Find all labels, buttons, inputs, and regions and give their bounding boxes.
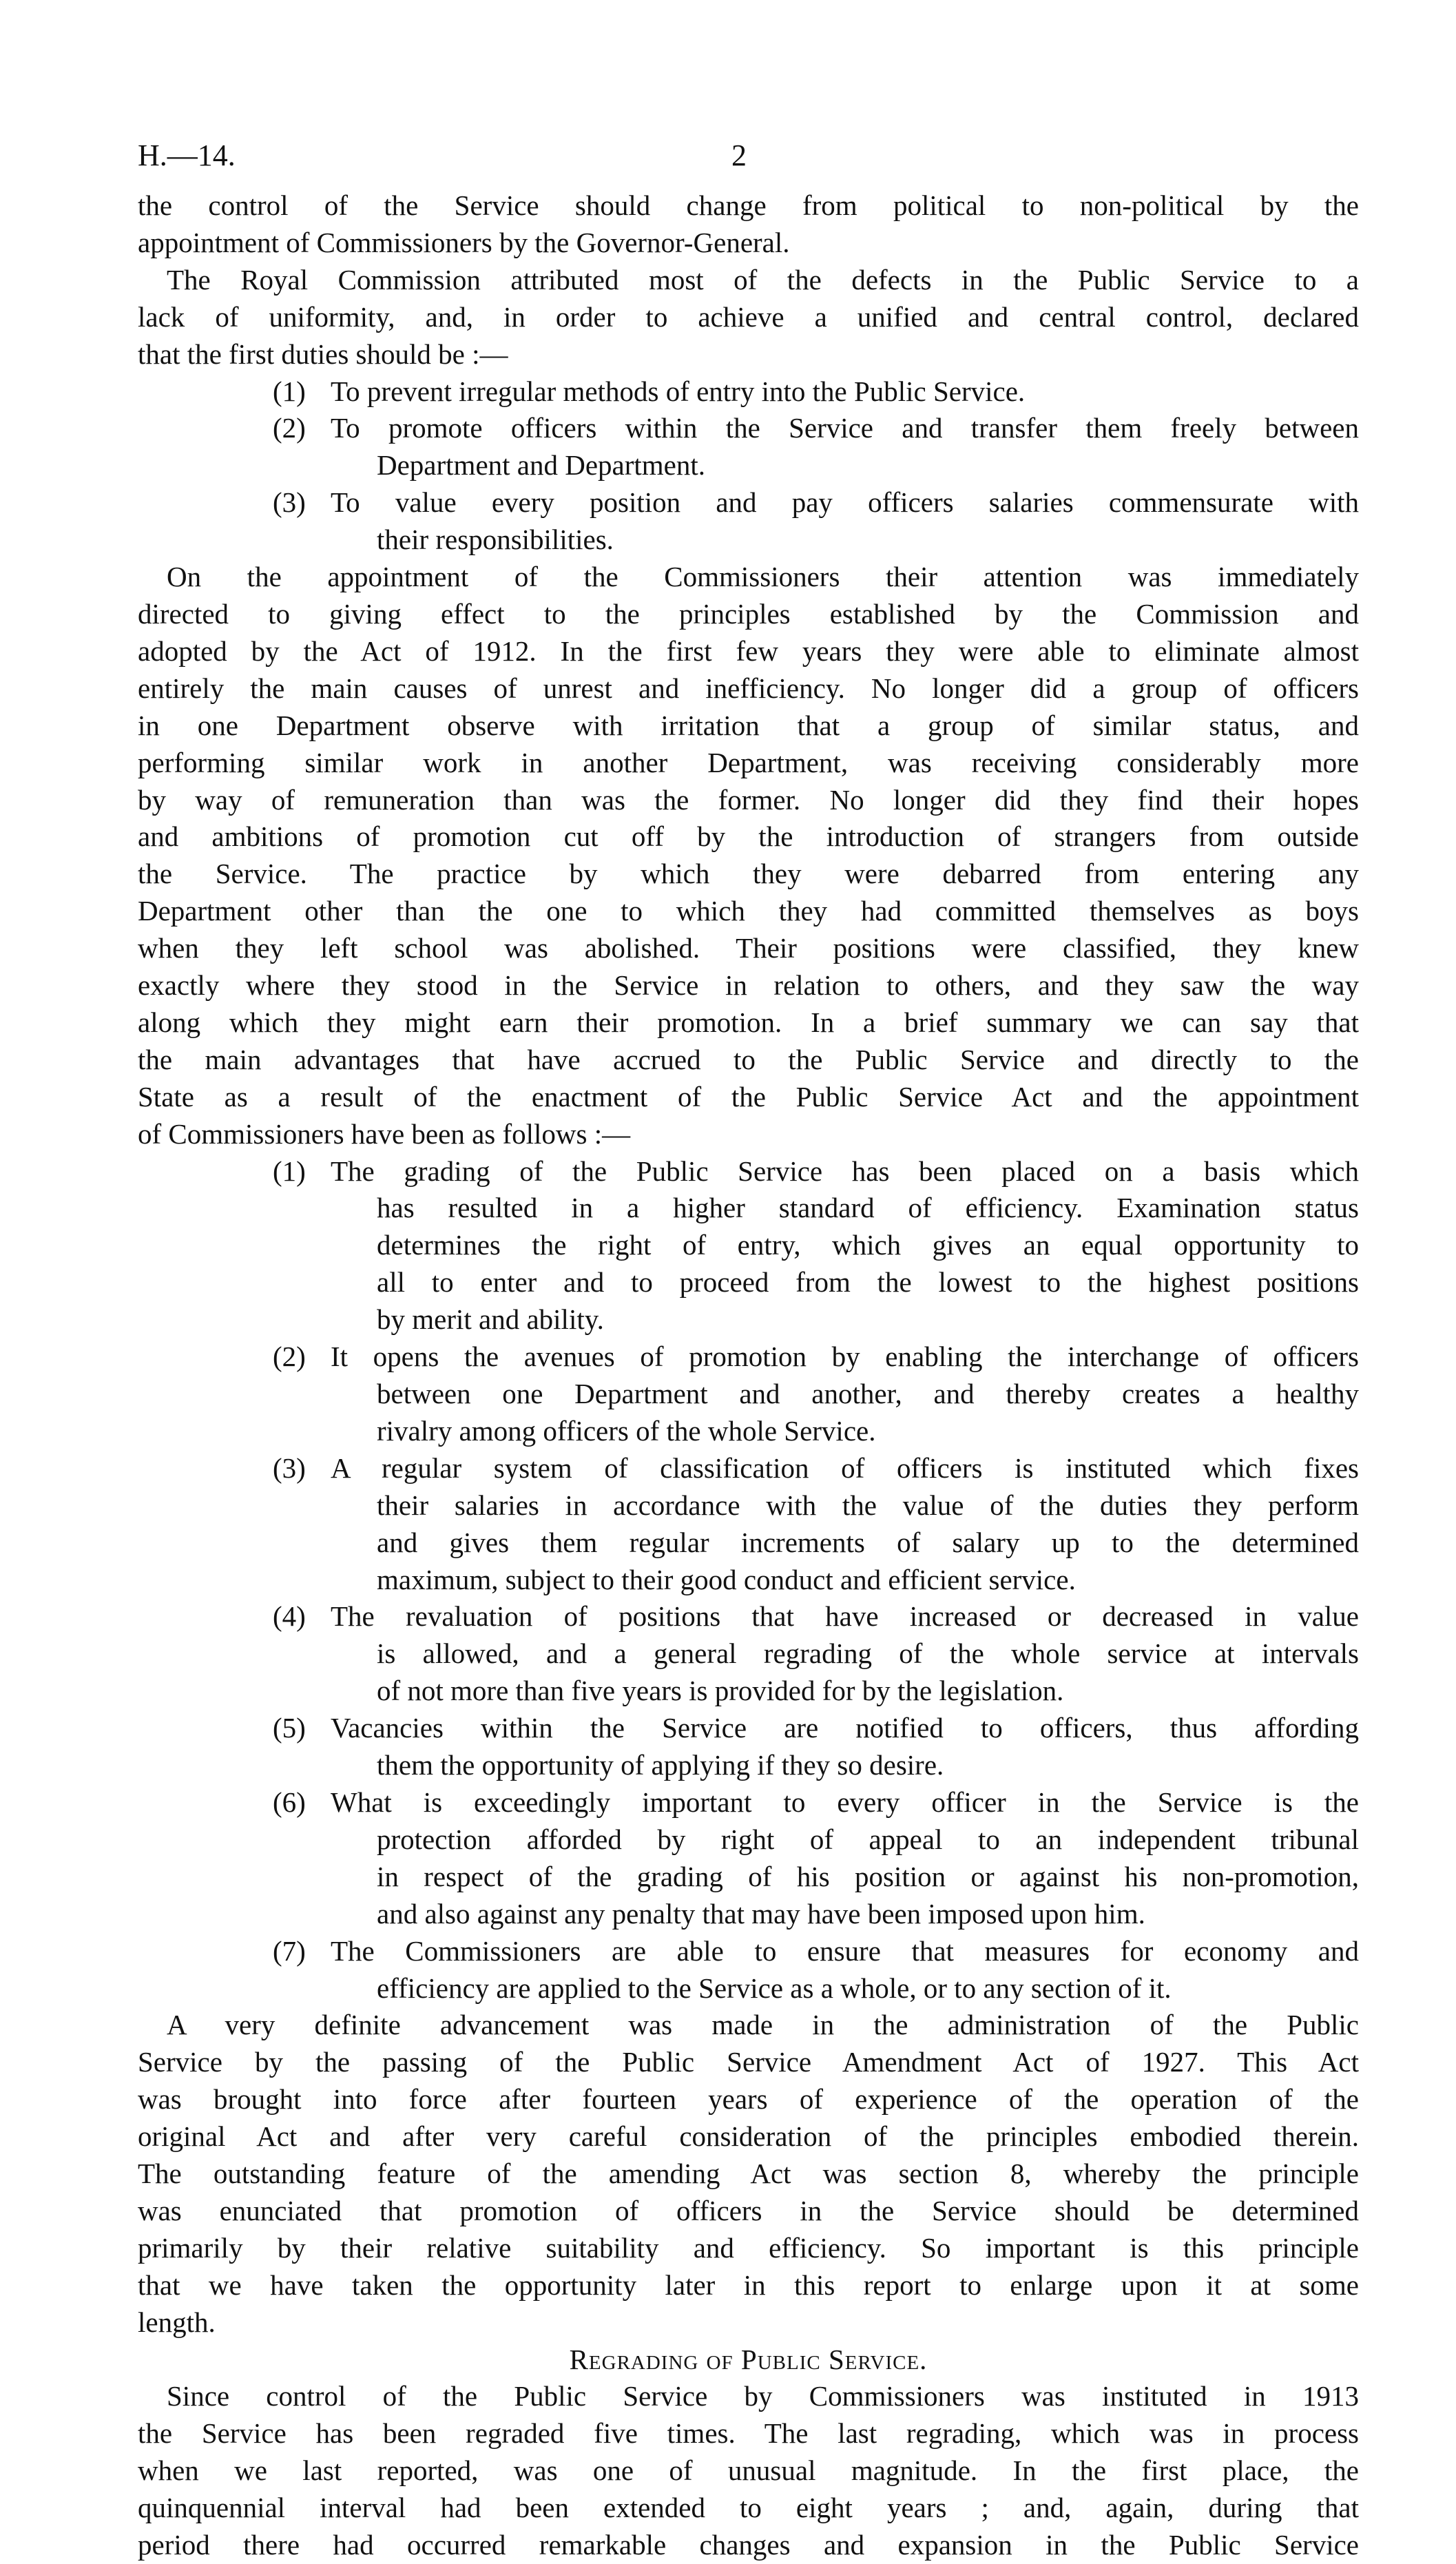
list-item-number: (2) bbox=[273, 412, 306, 444]
text-line: The Royal Commission attributed most of the defects in the Public Service to a bbox=[167, 263, 1359, 296]
numbered-list-item bbox=[138, 1153, 1359, 1339]
text-line: lack of uniformity, and, in order to achieve a unified and central control, declared bbox=[138, 300, 1359, 333]
document-reference: H.—14. bbox=[138, 138, 236, 172]
text-line: original Act and after very careful consideration of the principles embodied therein. bbox=[138, 2120, 1359, 2153]
numbered-list-item bbox=[138, 1450, 1359, 1599]
text-line: exactly where they stood in the Service in relation to others, and they saw the way bbox=[138, 969, 1359, 1002]
text-line: appointment of Commissioners by the Governor-General. bbox=[138, 226, 790, 258]
section-heading: Regrading of Public Service. bbox=[569, 2343, 928, 2375]
text-line: their responsibilities. bbox=[377, 524, 614, 556]
text-line: primarily by their relative suitability and efficiency. So important is this principle bbox=[138, 2231, 1359, 2264]
list-item-number: (4) bbox=[273, 1600, 306, 1633]
text-line: determines the right of entry, which gives an equal opportunity to bbox=[377, 1229, 1359, 1261]
text-line: and gives them regular increments of salary up to the determined bbox=[377, 1526, 1359, 1558]
text-line: rivalry among officers of the whole Service. bbox=[377, 1414, 876, 1447]
numbered-list-item bbox=[138, 484, 1359, 559]
text-line: in respect of the grading of his position or against his non-promotion, bbox=[377, 1860, 1359, 1892]
numbered-list-item bbox=[138, 1598, 1359, 1710]
numbered-list-item bbox=[138, 410, 1359, 484]
text-line: To value every position and pay officers salaries commensurate with bbox=[331, 486, 1359, 519]
text-line: when they left school was abolished. Their positions were classified, they knew bbox=[138, 932, 1359, 964]
text-line: period there had occurred remarkable changes and expansion in the Public Service bbox=[138, 2529, 1359, 2561]
text-line: between one Department and another, and thereby creates a healthy bbox=[377, 1378, 1359, 1409]
text-line: State as a result of the enactment of the Public Service Act and the appointment bbox=[138, 1080, 1359, 1113]
text-line: the Service. The practice by which they were debarred from entering any bbox=[138, 858, 1359, 890]
text-line: the control of the Service should change from political to non-political by the bbox=[138, 189, 1359, 221]
text-line: To prevent irregular methods of entry into the Public Service. bbox=[331, 375, 1026, 407]
text-line: The grading of the Public Service has been placed on a basis which bbox=[331, 1155, 1359, 1187]
text-line: efficiency are applied to the Service as a whole, or to any section of it. bbox=[377, 1972, 1172, 2004]
text-line: along which they might earn their promotion. In a brief summary we can say that bbox=[138, 1006, 1359, 1038]
text-line: by merit and ability. bbox=[377, 1303, 604, 1336]
list-item-number: (6) bbox=[273, 1786, 306, 1818]
text-line: The Commissioners are able to ensure that measures for economy and bbox=[331, 1934, 1359, 1967]
paragraph bbox=[138, 262, 1359, 373]
text-line: protection afforded by right of appeal to an independent tribunal bbox=[377, 1823, 1359, 1855]
text-line: the Service has been regraded five times. The last regrading, which was in process bbox=[138, 2417, 1359, 2450]
text-line: was enunciated that promotion of officers in the Service should be determined bbox=[138, 2194, 1359, 2226]
text-line: entirely the main causes of unrest and inefficiency. No longer did a group of officers bbox=[138, 672, 1359, 704]
text-line: To promote officers within the Service and transfer them freely between bbox=[331, 412, 1359, 444]
text-line: in one Department observe with irritation that a group of similar status, and bbox=[138, 709, 1359, 741]
text-line: of Commissioners have been as follows :— bbox=[138, 1117, 631, 1150]
text-line: that the first duties should be :— bbox=[138, 338, 508, 370]
text-line: length. bbox=[138, 2306, 216, 2338]
numbered-list-item bbox=[138, 373, 1359, 411]
list-item-number: (3) bbox=[273, 1451, 306, 1484]
paragraph bbox=[138, 2007, 1359, 2341]
text-line: them the opportunity of applying if they so desire. bbox=[377, 1749, 944, 1781]
text-line: all to enter and to proceed from the lowest to the highest positions bbox=[377, 1266, 1359, 1299]
list-item-number: (7) bbox=[273, 1934, 306, 1967]
page-number: 2 bbox=[731, 138, 747, 172]
text-line: Department other than the one to which they had committed themselves as boys bbox=[138, 895, 1359, 927]
text-line: when we last reported, was one of unusual magnitude. In the first place, the bbox=[138, 2454, 1359, 2487]
numbered-list-item bbox=[138, 1784, 1359, 1933]
paragraph bbox=[138, 559, 1359, 1153]
numbered-list-item bbox=[138, 1710, 1359, 1784]
text-line: that we have taken the opportunity later in this report to enlarge upon it at some bbox=[138, 2268, 1359, 2301]
text-line: The revaluation of positions that have increased or decreased in value bbox=[331, 1600, 1359, 1633]
numbered-list-item bbox=[138, 1338, 1359, 1450]
text-line: by way of remuneration than was the former. No longer did they find their hopes bbox=[138, 783, 1359, 816]
text-line: of not more than five years is provided for by the legislation. bbox=[377, 1675, 1064, 1707]
text-line: has resulted in a higher standard of efficiency. Examination status bbox=[377, 1192, 1359, 1224]
text-line: and also against any penalty that may have been imposed upon him. bbox=[377, 1897, 1145, 1930]
text-line: Since control of the Public Service by Commissioners was instituted in 1913 bbox=[167, 2380, 1359, 2412]
text-line: adopted by the Act of 1912. In the first few years they were able to eliminate almost bbox=[138, 634, 1359, 667]
text-line: and ambitions of promotion cut off by the introduction of strangers from outside bbox=[138, 820, 1359, 853]
text-line: maximum, subject to their good conduct and efficient service. bbox=[377, 1563, 1076, 1595]
list-item-number: (3) bbox=[273, 486, 306, 519]
text-line: A very definite advancement was made in the administration of the Public bbox=[167, 2009, 1359, 2041]
text-line: What is exceedingly important to every officer in the Service is the bbox=[331, 1786, 1359, 1818]
text-line: Vacancies within the Service are notified to officers, thus affording bbox=[331, 1712, 1359, 1744]
text-line: On the appointment of the Commissioners their attention was immediately bbox=[167, 561, 1359, 593]
text-line: A regular system of classification of officers is instituted which fixes bbox=[331, 1451, 1359, 1484]
text-line: Service by the passing of the Public Service Amendment Act of 1927. This Act bbox=[138, 2046, 1359, 2078]
list-item-number: (1) bbox=[273, 375, 306, 407]
text-line: The outstanding feature of the amending Act was section 8, whereby the principle bbox=[138, 2158, 1359, 2190]
text-line: Department and Department. bbox=[377, 449, 706, 482]
text-line: their salaries in accordance with the value of the duties they perform bbox=[377, 1489, 1359, 1521]
document-body bbox=[138, 187, 1359, 2564]
list-item-number: (5) bbox=[273, 1712, 306, 1744]
text-line: the main advantages that have accrued to the Public Service and directly to the bbox=[138, 1043, 1359, 1075]
list-item-number: (1) bbox=[273, 1155, 306, 1187]
text-line: is allowed, and a general regrading of the whole service at intervals bbox=[377, 1637, 1359, 1670]
list-item-number: (2) bbox=[273, 1341, 306, 1373]
text-line: was brought into force after fourteen years of experience of the operation of the bbox=[138, 2083, 1359, 2116]
paragraph bbox=[138, 2378, 1359, 2564]
text-line: directed to giving effect to the principles established by the Commission and bbox=[138, 597, 1359, 630]
text-line: quinquennial interval had been extended to eight years ; and, again, during that bbox=[138, 2492, 1359, 2524]
paragraph bbox=[138, 187, 1359, 262]
numbered-list-item bbox=[138, 1933, 1359, 2007]
text-line: It opens the avenues of promotion by enabling the interchange of officers bbox=[331, 1341, 1359, 1373]
text-line: performing similar work in another Department, was receiving considerably more bbox=[138, 746, 1359, 778]
